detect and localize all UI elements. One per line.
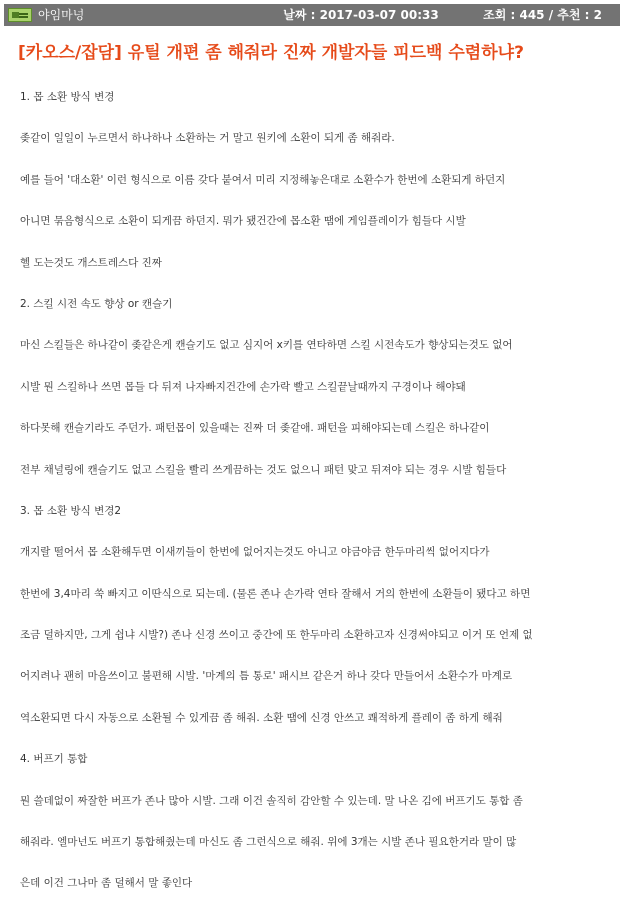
body-line: 아니면 묶음형식으로 소환이 되게끔 하던지. 뭐가 됐건간에 몹소환 땜에 게임플레이가 힘들다 시발	[20, 215, 466, 228]
body-line: 3. 몹 소환 방식 변경2	[20, 504, 122, 517]
body-line: 개지랄 떨어서 몹 소환해두면 이새끼들이 한번에 없어지는것도 아니고 야금야금 한두마리씩 없어지다가	[20, 546, 490, 559]
body-line: 하다못해 캔슬기라도 주던가. 패턴몹이 있을때는 진짜 더 좆같애. 패턴을 피해야되는데 스킬은 하나같이	[20, 422, 490, 435]
views-value: 445	[519, 8, 545, 22]
meta-slash: /	[548, 8, 558, 22]
post-title: [카오스/잡담] 유틸 개편 좀 해줘라 진짜 개발자들 피드백 수렴하냐?	[18, 43, 524, 63]
views-label: 조회	[483, 8, 507, 22]
body-line: 어지려나 괜히 마음쓰이고 불편해 시발. '마계의 틈 통로' 패시브 같은거 하나 갖다 만들어서 소환수가 마계로	[20, 670, 512, 683]
body-line: 조금 덜하지만, 그게 쉽냐 시발?) 존나 신경 쓰이고 중간에 또 한두마리 소환하고자 신경써야되고 이거 또 언제 없	[20, 629, 533, 642]
date-value: 2017-03-07 00:33	[319, 8, 439, 22]
body-line: 뭔 쓸데없이 짜잘한 버프가 존나 많아 시발. 그래 이건 솔직히 감안할 수 있는데. 말 나온 김에 버프기도 통합 좀	[20, 794, 523, 807]
body-line: 헬 도는것도 개스트레스다 진짜	[20, 256, 162, 269]
body-line: 4. 버프기 통합	[20, 753, 88, 766]
date-separator: :	[310, 8, 320, 22]
body-line: 전부 채널링에 캔슬기도 없고 스킬을 빨리 쓰게끔하는 것도 없으니 패턴 맞고 뒤져야 되는 경우 시발 힘들다	[20, 463, 507, 476]
body-line: 은데 이건 그나마 좀 덜해서 말 좋인다	[20, 877, 193, 890]
body-line: 역소환되면 다시 자동으로 소환될 수 있게끔 좀 해줘. 소환 땜에 신경 안쓰고 쾌적하게 플레이 좀 하게 해줘	[20, 711, 503, 724]
recommend-label: 추천	[557, 8, 581, 22]
date-label: 날짜	[283, 8, 307, 22]
body-line: 해줘라. 엘마넌도 버프기 통합해줬는데 마신도 좀 그런식으로 해줘. 위에 3개는 시발 존나 필요한거라 말이 많	[20, 836, 517, 849]
body-line: 1. 몹 소환 방식 변경	[20, 91, 115, 103]
author-name[interactable]: 야임마넝	[38, 8, 85, 22]
body-line: 2. 스킬 시전 속도 향상 or 캔슬기	[20, 297, 173, 310]
body-line: 마신 스킬들은 하나같이 좆같은게 캔슬기도 없고 심지어 x키를 연타하면 스킬 시전속도가 향상되는것도 없어	[20, 339, 513, 352]
user-level-icon	[8, 8, 32, 22]
recommend-separator: :	[584, 8, 594, 22]
body-line: 예를 들어 '대소환' 이런 형식으로 이름 갖다 붙여서 미리 지정해놓은대로 소환수가 한번에 소환되게 하던지	[20, 173, 506, 186]
body-line: 시발 뭔 스킬하나 쓰면 몹들 다 뒤져 나자빠지건간에 손가락 빨고 스킬끝날때까지 구경이나 해야돼	[20, 380, 466, 393]
body-line: 좆같이 일일이 누르면서 하나하나 소환하는 거 말고 원키에 소환이 되게 좀 해줘라.	[20, 132, 395, 145]
views-separator: :	[510, 8, 520, 22]
post-body	[20, 91, 610, 919]
post-header-bar	[4, 4, 620, 26]
recommend-value: 2	[593, 8, 602, 22]
post-meta	[283, 8, 602, 22]
body-line: 한번에 3,4마리 쑥 빠지고 이딴식으로 되는데. (물론 존나 손가락 연타 잘해서 거의 한번에 소환들이 됐다고 하면	[20, 587, 531, 600]
